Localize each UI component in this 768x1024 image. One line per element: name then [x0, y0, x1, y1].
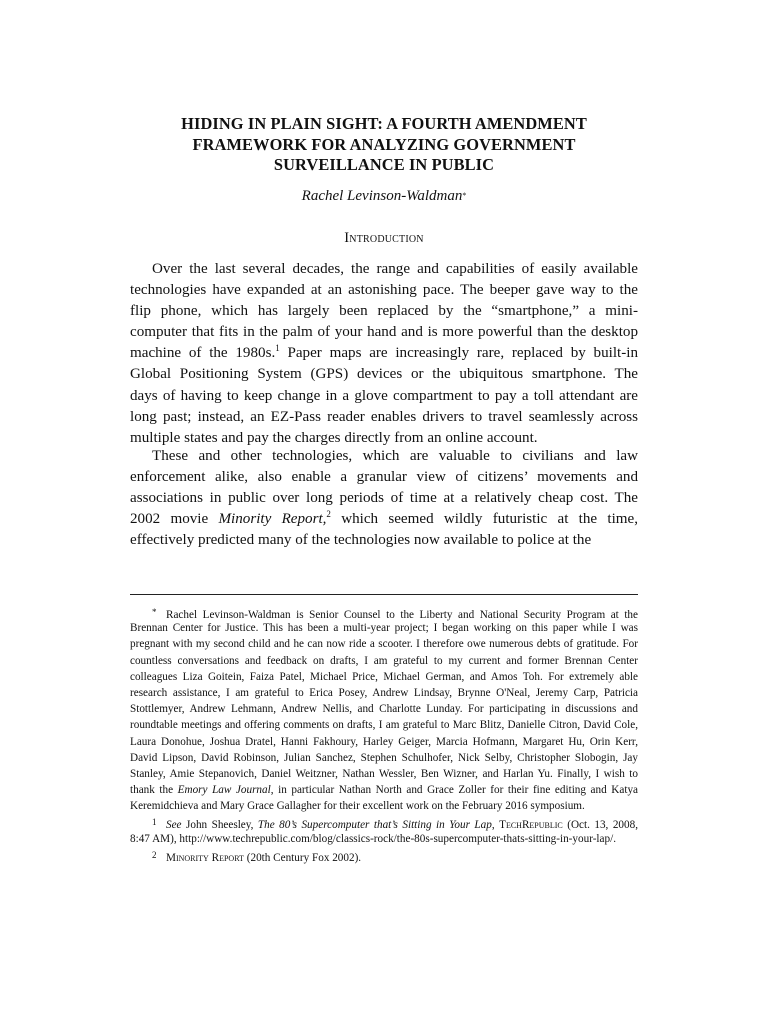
author-byline [130, 186, 638, 206]
text-line: flip phone, which has largely been replaced by the “smartphone,” a mini- [130, 303, 638, 320]
footnote-mark: 2 [152, 849, 157, 860]
footnote-line [130, 604, 638, 620]
cited-title: The 80’s Supercomputer that’s Sitting in Your Lap [257, 819, 492, 832]
author-name: Rachel Levinson-Waldman [301, 188, 463, 204]
title-line: HIDING IN PLAIN SIGHT: A FOURTH AMENDMENT [181, 114, 587, 133]
footnote-ref: 2 [326, 509, 331, 520]
footnote-line: roundtable meetings and offering comments on drafts, I am grateful to Marc Blitz, Danielle Citron, David Cole, [130, 719, 638, 732]
footnote-line [130, 814, 638, 830]
footnote-line: Laura Donohue, Joshua Dratel, Hanni Fakhoury, Harley Geiger, Marcia Hofmann, Margaret Hu, Orin Kerr, [130, 735, 638, 748]
text-run: which seemed wildly futuristic at the time, [330, 511, 638, 528]
signal-see: See [166, 819, 182, 832]
text-run: , in particular Nathan North and Grace Zoller for their fine editing and Katya [270, 784, 638, 797]
text-line: computer that fits in the palm of your hand and is more powerful than the desktop [130, 324, 638, 341]
article-title [130, 114, 638, 176]
journal-title: Emory Law Journal [177, 784, 271, 797]
footnote-line: Brennan Center for Justice. This has been a multi-year project; I began working on this paper while I was [130, 622, 638, 635]
footnote-line: countless conversations and feedback on drafts, I am grateful to my current and former Brennan Center [130, 654, 638, 667]
body-paragraph [130, 446, 638, 551]
footnote-line [130, 782, 638, 798]
text-line [130, 509, 638, 530]
text-line: enforcement alike, also enable a granular view of citizens’ movements and [130, 469, 638, 486]
title-line: FRAMEWORK FOR ANALYZING GOVERNMENT [192, 134, 576, 154]
author-footnote-mark: * [462, 191, 467, 200]
text-line: effectively predicted many of the technologies now available to police at the [130, 532, 592, 549]
footnote-line: colleagues Liza Goitein, Faiza Patel, Michael Price, Michael German, and Amos Toh. For extremely able [130, 670, 638, 683]
footnote-rule [130, 594, 638, 595]
body-paragraph [130, 259, 638, 449]
text-line: long past; instead, an EZ-Pass reader enables drivers to travel seamlessly across [130, 408, 638, 425]
film-title: Minority Report [166, 851, 244, 864]
footnote-line [130, 847, 638, 863]
footnote-line: Keremidchieva and Mary Grace Gallagher for their excellent work on the February 2016 symposium. [130, 800, 585, 813]
publication-name: TechRepublic [499, 819, 563, 832]
text-line [130, 343, 638, 364]
footnote-ref: 1 [275, 343, 280, 354]
footnotes [130, 604, 638, 863]
text-run: Paper maps are increasingly rare, replaced by built-in [279, 345, 638, 362]
film-title: Minority Report, [218, 511, 327, 528]
footnote-line: Stanley, Amie Stepanovich, Daniel Weitzner, Nathan Wessler, Ben Wizner, and Harlan Yu. Finally, I wish to [130, 767, 638, 780]
title-line: SURVEILLANCE IN PUBLIC [273, 155, 495, 174]
text-run: (20th Century Fox 2002). [243, 851, 362, 864]
footnote-mark: 1 [152, 817, 157, 828]
text-run: John Sheesley, [181, 819, 258, 832]
footnote-line: research assistance, I am grateful to Erica Posey, Andrew Lindsay, Brynne O'Neal, Jeremy Carp, Patricia [130, 686, 638, 699]
footnote-line: 8:47 AM), http://www.techrepublic.com/blog/classics-rock/the-80s-supercomputer-thats-sitting-in-your-lap/. [130, 832, 616, 845]
text-run: thank the [130, 784, 178, 797]
footnote-line: Stottlemyer, Andrew Lehmann, Andrew Nellis, and Charlotte Lunday. For participating in discussions and [130, 703, 638, 716]
text-line: associations in public over long periods of time at a relatively cheap cost. The [130, 490, 638, 507]
section-heading: Introduction [344, 230, 424, 246]
text-line: Global Positioning System (GPS) devices or the ubiquitous smartphone. The [130, 366, 638, 383]
text-run: , [491, 819, 500, 832]
text-line: These and other technologies, which are valuable to civilians and law [152, 448, 638, 464]
text-line: multiple states and pay the charges directly from an online account. [130, 429, 538, 446]
text-line: days of having to keep change in a glove compartment to pay a toll attendant are [130, 387, 638, 404]
footnote-line: David Lipson, David Robinson, Julian Sanchez, Stephen Schulhofer, Nick Selby, Christopher Slobogin, Jay [130, 751, 638, 764]
text-line: Over the last several decades, the range and capabilities of easily available [152, 261, 638, 277]
text-run: machine of the 1980s. [130, 345, 276, 362]
text-run: Rachel Levinson-Waldman is Senior Counsel to the Liberty and National Security Program at the [166, 609, 638, 621]
footnote-mark: * [152, 607, 157, 617]
footnote-line: pregnant with my second child and he can now ride a scooter. I therefore owe numerous debts of gratitude. For [130, 638, 638, 651]
text-run: (Oct. 13, 2008, [562, 819, 638, 832]
text-run: 2002 movie [130, 511, 219, 528]
text-line: technologies have expanded at an astonishing pace. The beeper gave way to the [130, 282, 638, 299]
